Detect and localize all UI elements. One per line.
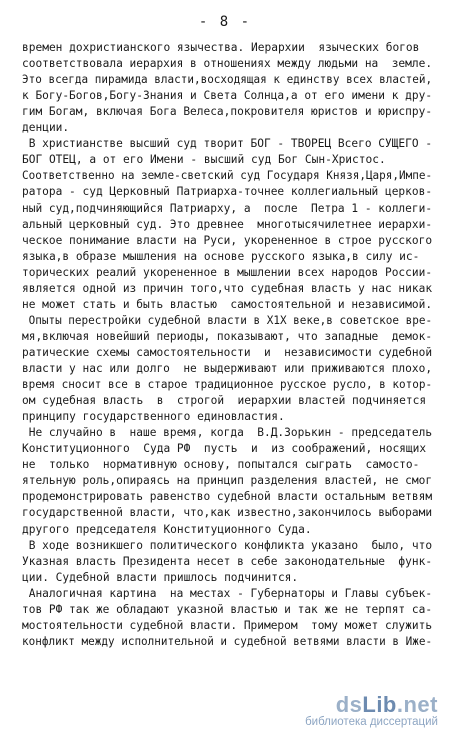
text-line: языка,в образе мышления на основе русского языка,в силу ис-	[22, 249, 420, 263]
text-line: торических реалий укорененное в мышлении всех народов России-	[22, 265, 433, 279]
text-line: Аналогичная картина на местах - Губернаторы и Главы субъек-	[22, 586, 433, 600]
text-line: является одной из причин того,что судебная власть у нас никак	[22, 281, 433, 295]
text-line: альный церковный суд. Это древнее многотысячилетнее иерархи-	[22, 217, 433, 231]
text-line: время сносит все в старое традиционное русское русло, в котор-	[22, 378, 433, 392]
text-line: ный суд,подчиняющийся Патриарху, а после Петра 1 - коллеги-	[22, 201, 433, 215]
dslib-watermark	[263, 692, 438, 732]
text-line: тов РФ так же обладают указной властью и так же не терпят са-	[22, 602, 433, 616]
text-line: ом судебная власть в строгой иерархии властей подчиняется	[22, 394, 427, 408]
watermark-logo-lib: Lib	[362, 692, 397, 717]
text-line: мя,включая новейший периоды, показывают, что западные демок-	[22, 329, 433, 343]
text-line: не может стать и быть властью самостоятельной и независимой.	[22, 297, 433, 311]
text-line: В ходе возникшего политического конфликта указано было, что	[22, 538, 433, 552]
page-number: - 8 -	[198, 14, 252, 30]
text-line: продемонстрировать равенство судебной власти остальным ветвям	[22, 490, 433, 504]
text-line: другого председателя Конституционного Суда.	[22, 522, 312, 536]
text-line: принципу государственного единовластия.	[22, 410, 285, 424]
text-line: к Богу-Богов,Богу-Знания и Света Солнца,а от его имени к дру-	[22, 89, 433, 103]
text-line: времен дохристианского язычества. Иерархии языческих богов	[22, 41, 420, 54]
text-line: не только нормативную основу, попытался сыграть самосто-	[22, 458, 420, 472]
watermark-subtitle: библиотека диссертаций	[305, 716, 438, 728]
text-line: мостоятельности судебной власти. Примером тому может служить	[22, 618, 433, 632]
text-line: денции.	[22, 121, 70, 135]
text-line: Это всегда пирамида власти,восходящая к единству всех властей,	[22, 73, 433, 87]
watermark-logo-ds: ds	[335, 692, 363, 717]
text-line: соответствовала иерархия в отношениях между людьми на земле.	[22, 57, 433, 71]
text-line: ратора - суд Церковный Патриарха-точнее коллегиальный церков-	[22, 185, 433, 199]
text-line: Опыты перестройки судебной власти в Х1Х веке,в советское вре-	[22, 313, 433, 327]
text-line: БОГ ОТЕЦ, а от его Имени - высший суд Бог Сын-Христос.	[22, 153, 386, 167]
text-line: гим Богам, включая Бога Велеса,покровителя юристов и юриспру-	[22, 105, 433, 119]
text-line: конфликт между исполнительной и судебной ветвями власти в Иже-	[22, 634, 433, 648]
text-line: Конституционного Суда РФ пусть и из соображений, носящих	[22, 442, 427, 456]
text-line: ции. Судебной власти пришлось подчинится.	[22, 570, 299, 584]
text-line: ятельную роль,опираясь на принцип разделения властей, не смог	[22, 474, 433, 488]
text-line: Указная власть Президента несет в себе законодательные функ-	[22, 554, 433, 568]
text-line: власти у нас или долго не выдерживают или приживаются плохо,	[22, 362, 433, 375]
text-line: В христианстве высший суд творит БОГ - ТВОРЕЦ Всего СУЩЕГО -	[22, 137, 433, 151]
text-line: Не случайно в наше время, когда В.Д.Зорькин - председатель	[22, 426, 433, 440]
text-line: ратические схемы самостоятельности и независимости судебной	[22, 345, 433, 359]
watermark-logo-net: .net	[396, 692, 438, 717]
text-line: государственной власти, что,как известно,закончилось выборами	[22, 506, 433, 520]
text-line: ческое понимание власти на Руси, укорененное в строе русского	[22, 233, 433, 247]
watermark-logo	[336, 692, 438, 718]
text-line: Соответственно на земле-светский суд Государя Князя,Царя,Импе-	[22, 169, 433, 183]
